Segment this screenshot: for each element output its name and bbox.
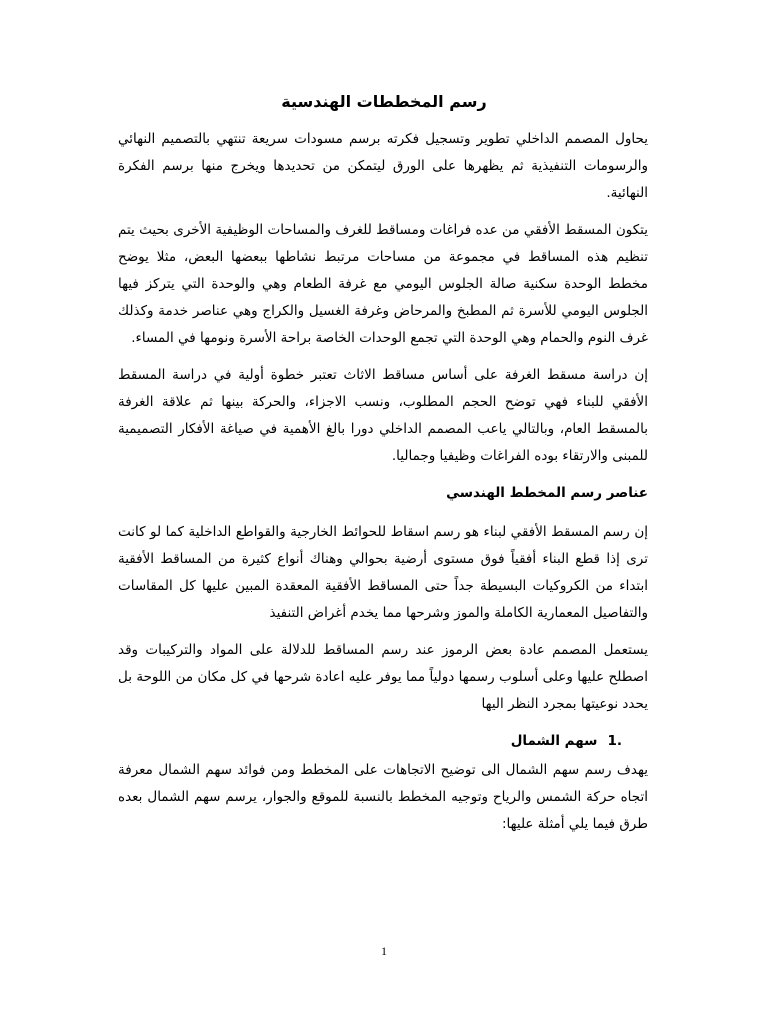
page-title: رسم المخططات الهندسية xyxy=(281,92,487,111)
paragraph-symbols: يستعمل المصمم عادة بعض الرموز عند رسم المساقط للدلالة على المواد والتركيبات وقد اصطلح عليها وعلى أسلوب رسمها دولياً مما يوفر عليه اعادة شرحها في كل مكان من اللوحة بل يحدد نوعيتها بمجرد النظر اليها xyxy=(118,642,648,712)
list-item-number: 1. xyxy=(607,733,622,749)
page-number: 1 xyxy=(381,944,387,958)
paragraph-plan-elements: إن رسم المسقط الأفقي لبناء هو رسم اسقاط للحوائط الخارجية والقواطع الداخلية كما لو كانت ترى إذا قطع البناء أفقياً فوق مستوى أرضية بحوالي وهناك أنواع كثيرة من المساقط الأفقية ابتداء من الكروكيات البسيطة جداً حتى المساقط الأفقية المعقدة المبين عليها كل المقاسات والتفاصيل المعمارية الكاملة والموز وشرحها مما يخدم أغراض التنفيذ xyxy=(118,524,648,621)
paragraph-room-study: إن دراسة مسقط الغرفة على أساس مساقط الاثاث تعتبر خطوة أولية في دراسة المسقط الأفقي للبناء فهي توضح الحجم المطلوب، ونسب الاجزاء، والحركة بينها ثم علاقة الغرفة بالمسقط العام، وبالتالي ياعب المصمم الداخلي دورا بالغ الأهمية في صياغة الأفكار التصميمية للمبنى والارتقاء بوده الفراغات وظيفيا وجماليا. xyxy=(118,367,648,464)
document-body xyxy=(118,126,648,846)
list-item-title: سهم الشمال xyxy=(510,733,598,749)
section-heading: عناصر رسم المخطط الهندسي xyxy=(446,485,648,501)
paragraph-intro: يحاول المصمم الداخلي تطوير وتسجيل فكرته برسم مسودات سريعة تنتهي بالتصميم النهائي والرسومات التنفيذية ثم يظهرها على الورق ليتمكن من تحديدها ويخرج منها برسم الفكرة النهائية. xyxy=(118,131,648,201)
paragraph-north-arrow: يهدف رسم سهم الشمال الى توضيح الاتجاهات على المخطط ومن فوائد سهم الشمال معرفة اتجاه حركة الشمس والرياح وتوجيه المخطط بالنسبة للموقع والجوار، يرسم سهم الشمال بعده طرق فيما يلي أمثلة عليها: xyxy=(118,762,648,832)
list-item-north-arrow xyxy=(118,728,648,755)
paragraph-floor-plan: يتكون المسقط الأفقي من عده فراغات ومساقط للغرف والمساحات الوظيفية الأخرى بحيث يتم تنظيم هذه المساقط في مجموعة من مساحات مرتبط نشاطها ببعضها البعض، مثلا يوضح مخطط الوحدة سكنية صالة الجلوس اليومي مع غرفة الطعام وهي والوحدة التي يتركز فيها الجلوس اليومي للأسرة ثم المطبخ والمرحاض وغرفة الغسيل والكراج وهي عناصر خدمة وكذلك غرف النوم والحمام وهي الوحدة التي تجمع الوحدات الخاصة براحة الأسرة ونومها في المساء. xyxy=(118,222,648,346)
